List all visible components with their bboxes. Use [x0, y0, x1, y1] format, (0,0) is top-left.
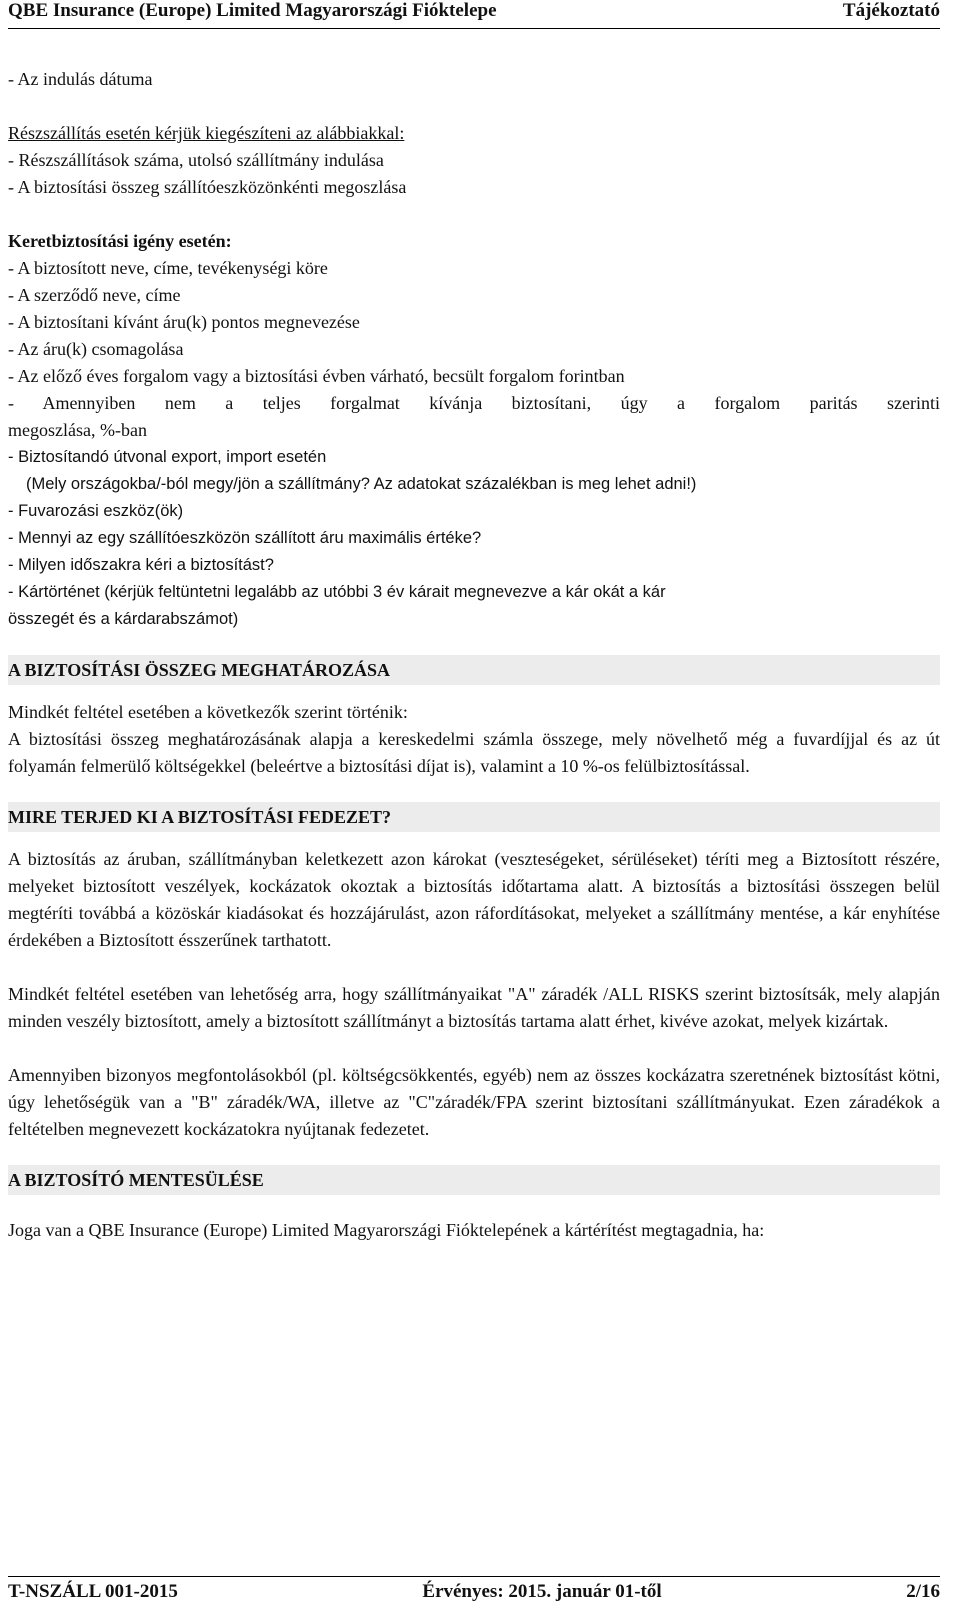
osszeg-paragraph: A biztosítási összeg meghatározásának alapja a kereskedelmi számla összege, mely növelhető még a fuvardíjjal és az út folyamán felmerülő költségekkel (beleértve a biztosítási díjat is), valamint a 10 %-os felülbiztosítással. — [8, 729, 940, 776]
page-header — [8, 0, 940, 29]
mely-note: (Mely országokba/-ból megy/jön a szállítmány? Az adatokat százalékban is meg lehet adni!) — [26, 475, 697, 493]
header-doc-type: Tájékoztató — [842, 0, 940, 21]
fedezet-paragraph-2: Mindkét feltétel esetében van lehetőség arra, hogy szállítmányaikat "A" záradék /ALL RISKS szerint biztosítsák, mely alapján minden veszély biztosított, amely a biztosított szállítmányt a biztosítás tartama alatt érhet, kivéve azokat, melyek kizártak. — [8, 984, 940, 1031]
list-item: - A biztosítási összeg szállítóeszközönkénti megoszlása — [8, 177, 407, 197]
page-content — [8, 66, 940, 1244]
fuvar-item: - Fuvarozási eszköz(ök) — [8, 502, 184, 520]
milyen-item: - Milyen időszakra kéri a biztosítást? — [8, 556, 274, 574]
indulas-datuma: - Az indulás dátuma — [8, 69, 153, 89]
list-item: - A szerződő neve, címe — [8, 285, 181, 305]
amennyiben-line2: megoszlása, %-ban — [8, 420, 147, 440]
reszszallitas-title: Részszállítás esetén kérjük kiegészíteni az alábbiakkal: — [8, 123, 405, 143]
osszeg-intro: Mindkét feltétel esetében a következők szerint történik: — [8, 702, 408, 722]
footer-doc-code: T-NSZÁLL 001-2015 — [8, 1581, 178, 1602]
kartortenet-line2: összegét és a kárdarabszámot) — [8, 610, 239, 628]
utvonal-item: - Biztosítandó útvonal export, import esetén — [8, 448, 327, 466]
kartortenet-line1: - Kártörténet (kérjük feltüntetni legalább az utóbbi 3 év kárait megnevezve a kár okát a kár — [8, 583, 666, 601]
list-item: - Az áru(k) csomagolása — [8, 339, 184, 359]
section-heading-osszeg: A BIZTOSÍTÁSI ÖSSZEG MEGHATÁROZÁSA — [8, 655, 940, 685]
list-item: - A biztosítani kívánt áru(k) pontos megnevezése — [8, 312, 360, 332]
fedezet-paragraph-3: Amennyiben bizonyos megfontolásokból (pl. költségcsökkentés, egyéb) nem az összes kockázatra szeretnének biztosítást kötni, úgy lehetőségük van a "B" záradék/WA, illetve az "C"záradék/FPA szerint biztosítani szállítmányukat. Ezen záradékok a feltételben megnevezett kockázatokra nyújtanak fedezetet. — [8, 1065, 940, 1139]
list-item: - Az előző éves forgalom vagy a biztosítási évben várható, becsült forgalom forintban — [8, 366, 625, 386]
section-heading-mentesules: A BIZTOSÍTÓ MENTESÜLÉSE — [8, 1165, 940, 1195]
footer-page-number: 2/16 — [906, 1581, 940, 1602]
fedezet-paragraph-1: A biztosítás az áruban, szállítmányban keletkezett azon károkat (veszteségeket, sérüléseket) téríti meg a Biztosított részére, melyeket biztosított veszélyek, kockázatok okoztak a biztosítás időtartama alatt. A biztosítás a biztosítási összegen belül megtéríti továbbá a közöskár kiadásokat és hozzájárulást, azon ráfordításokat, melyeket a szállítmány mentése, a kár enyhítése érdekében a Biztosított ésszerűnek tarthatott. — [8, 849, 940, 950]
keret-title: Keretbiztosítási igény esetén: — [8, 231, 232, 251]
amennyiben-line1: - Amennyiben nem a teljes forgalmat kívánja biztosítani, úgy a forgalom paritás szerinti — [8, 393, 940, 413]
footer-validity: Érvényes: 2015. január 01-től — [422, 1581, 662, 1602]
page-footer — [8, 1576, 940, 1606]
mennyi-item: - Mennyi az egy szállítóeszközön szállított áru maximális értéke? — [8, 529, 482, 547]
section-heading-fedezet: MIRE TERJED KI A BIZTOSÍTÁSI FEDEZET? — [8, 802, 940, 832]
list-item: - Részszállítások száma, utolsó szállítmány indulása — [8, 150, 384, 170]
list-item: - A biztosított neve, címe, tevékenységi köre — [8, 258, 328, 278]
mentesules-paragraph: Joga van a QBE Insurance (Europe) Limited Magyarországi Fióktelepének a kártérítést megtagadnia, ha: — [8, 1220, 765, 1240]
header-company: QBE Insurance (Europe) Limited Magyarországi Fióktelepe — [8, 0, 497, 21]
